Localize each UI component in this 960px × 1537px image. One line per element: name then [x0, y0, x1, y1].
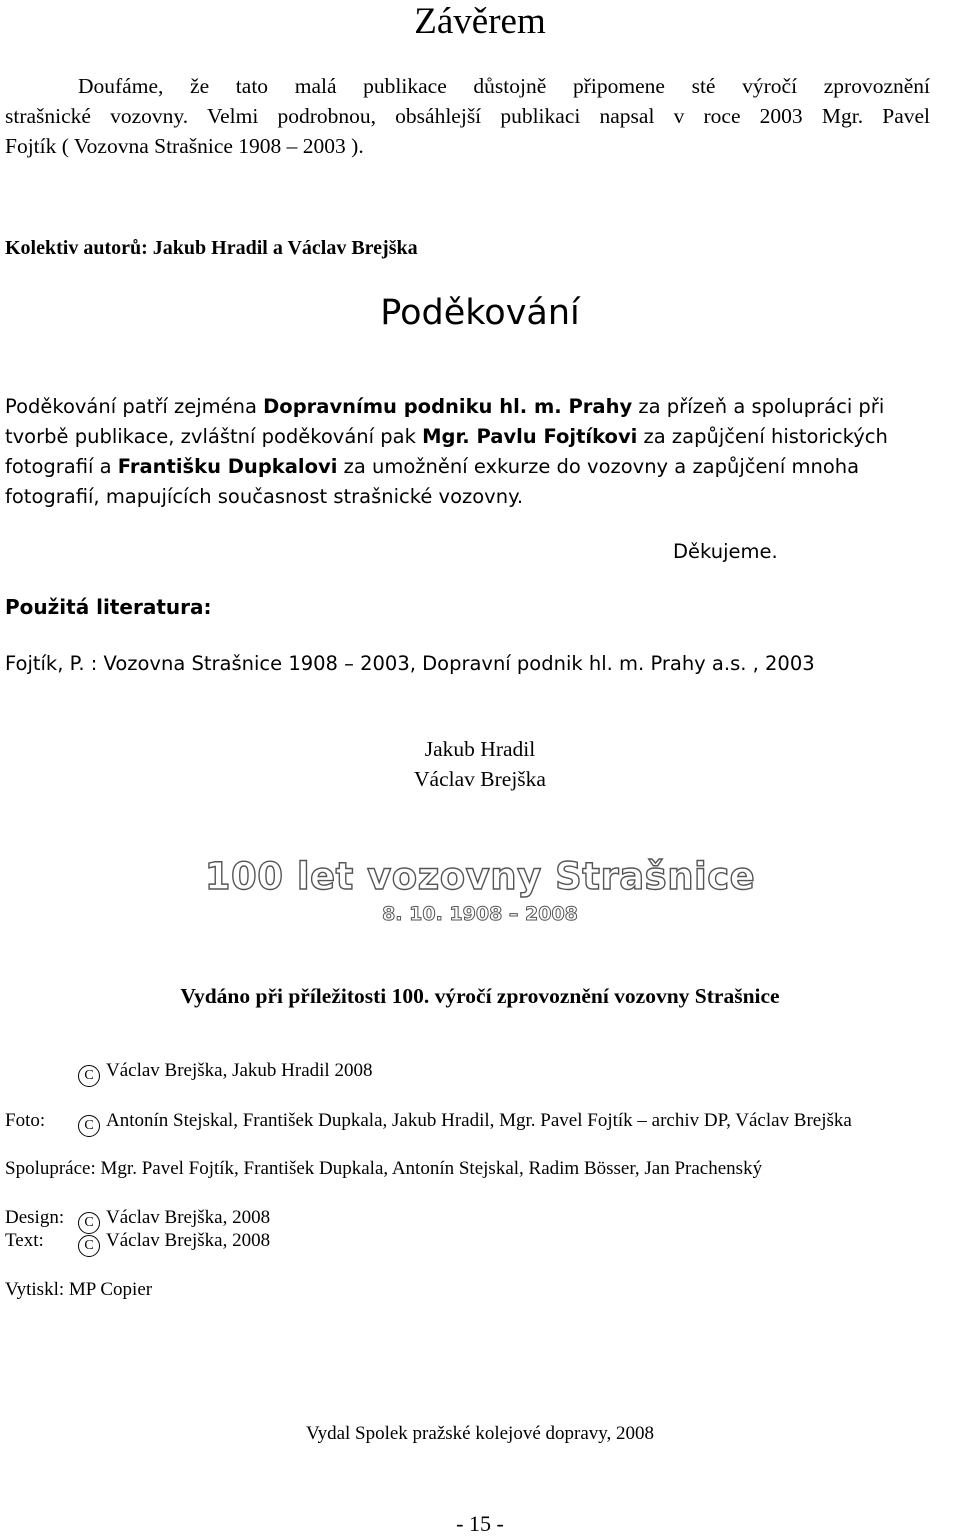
- ack-line-3-b: Františku Dupkalovi: [117, 455, 338, 478]
- photo-credit-text: Antonín Stejskal, František Dupkala, Jakub Hradil, Mgr. Pavel Fojtík – archiv DP, Václav Brejška: [106, 1110, 852, 1131]
- ack-line-1-b: Dopravnímu podniku hl. m. Prahy: [263, 395, 633, 418]
- page-number: - 15 -: [456, 1511, 504, 1536]
- design-label: Design:: [5, 1207, 65, 1228]
- text-credit-text: Václav Brejška, 2008: [106, 1230, 271, 1251]
- author-name-1: Jakub Hradil: [424, 737, 536, 761]
- copyright-line: [78, 1060, 372, 1087]
- published-note: Vydáno při příležitosti 100. výročí zprovoznění vozovny Strašnice: [180, 984, 780, 1008]
- conclusion-line-3: Fojtík ( Vozovna Strašnice 1908 – 2003 ).: [5, 134, 364, 158]
- ack-line-1-a: Poděkování patří zejména: [5, 395, 264, 418]
- ack-line-3: [5, 455, 859, 478]
- cooperation-label: Spolupráce:: [5, 1158, 96, 1179]
- authors-line: Kolektiv autorů: Jakub Hradil a Václav Brejška: [5, 237, 418, 259]
- cooperation-text: Mgr. Pavel Fojtík, František Dupkala, Antonín Stejskal, Radim Bösser, Jan Prachenský: [100, 1158, 763, 1179]
- cooperation-line: [5, 1158, 762, 1180]
- copyright-icon: [78, 1235, 100, 1257]
- conclusion-line-2: strašnické vozovny. Velmi podrobnou, obsáhlejší publikaci napsal v roce 2003 Mgr. Pavel: [5, 104, 930, 128]
- design-credit-text: Václav Brejška, 2008: [106, 1207, 271, 1228]
- publication-dates: 8. 10. 1908 – 2008: [382, 903, 578, 925]
- photo-label: Foto:: [5, 1110, 46, 1131]
- ack-line-1-c: za přízeň a spolupráci při: [632, 395, 885, 418]
- conclusion-heading: Závěrem: [414, 1, 546, 42]
- text-label: Text:: [5, 1230, 44, 1251]
- literature-entry: Fojtík, P. : Vozovna Strašnice 1908 – 2003, Dopravní podnik hl. m. Prahy a.s. , 2003: [5, 652, 815, 675]
- conclusion-line-1: Doufáme, že tato malá publikace důstojně připomene sté výročí zprovoznění: [78, 74, 930, 98]
- copyright-icon: [78, 1065, 100, 1087]
- print-line: [5, 1279, 152, 1301]
- ack-line-2-a: tvorbě publikace, zvláštní poděkování pak: [5, 425, 423, 448]
- literature-label: Použitá literatura:: [5, 595, 212, 619]
- acknowledgements-heading: Poděkování: [380, 293, 580, 333]
- ack-line-2: [5, 425, 888, 448]
- photo-credit: [78, 1110, 852, 1137]
- print-text: MP Copier: [68, 1279, 153, 1300]
- ack-line-1: [5, 395, 884, 418]
- copyright-text: Václav Brejška, Jakub Hradil 2008: [106, 1060, 373, 1081]
- ack-line-3-a: fotografií a: [5, 455, 118, 478]
- text-credit: [78, 1230, 270, 1257]
- print-label: Vytiskl:: [5, 1279, 65, 1300]
- thanks-text: Děkujeme.: [673, 540, 778, 563]
- publisher-line: Vydal Spolek pražské kolejové dopravy, 2008: [305, 1423, 655, 1444]
- ack-line-2-c: za zapůjčení historických: [637, 425, 888, 448]
- copyright-icon: [78, 1115, 100, 1137]
- ack-line-3-c: za umožnění exkurze do vozovny a zapůjčení mnoha: [337, 455, 860, 478]
- publication-title: 100 let vozovny Strašnice: [204, 855, 756, 898]
- author-name-2: Václav Brejška: [414, 767, 546, 791]
- ack-line-2-b: Mgr. Pavlu Fojtíkovi: [422, 425, 638, 448]
- ack-line-4: fotografií, mapujících současnost strašnické vozovny.: [5, 485, 524, 508]
